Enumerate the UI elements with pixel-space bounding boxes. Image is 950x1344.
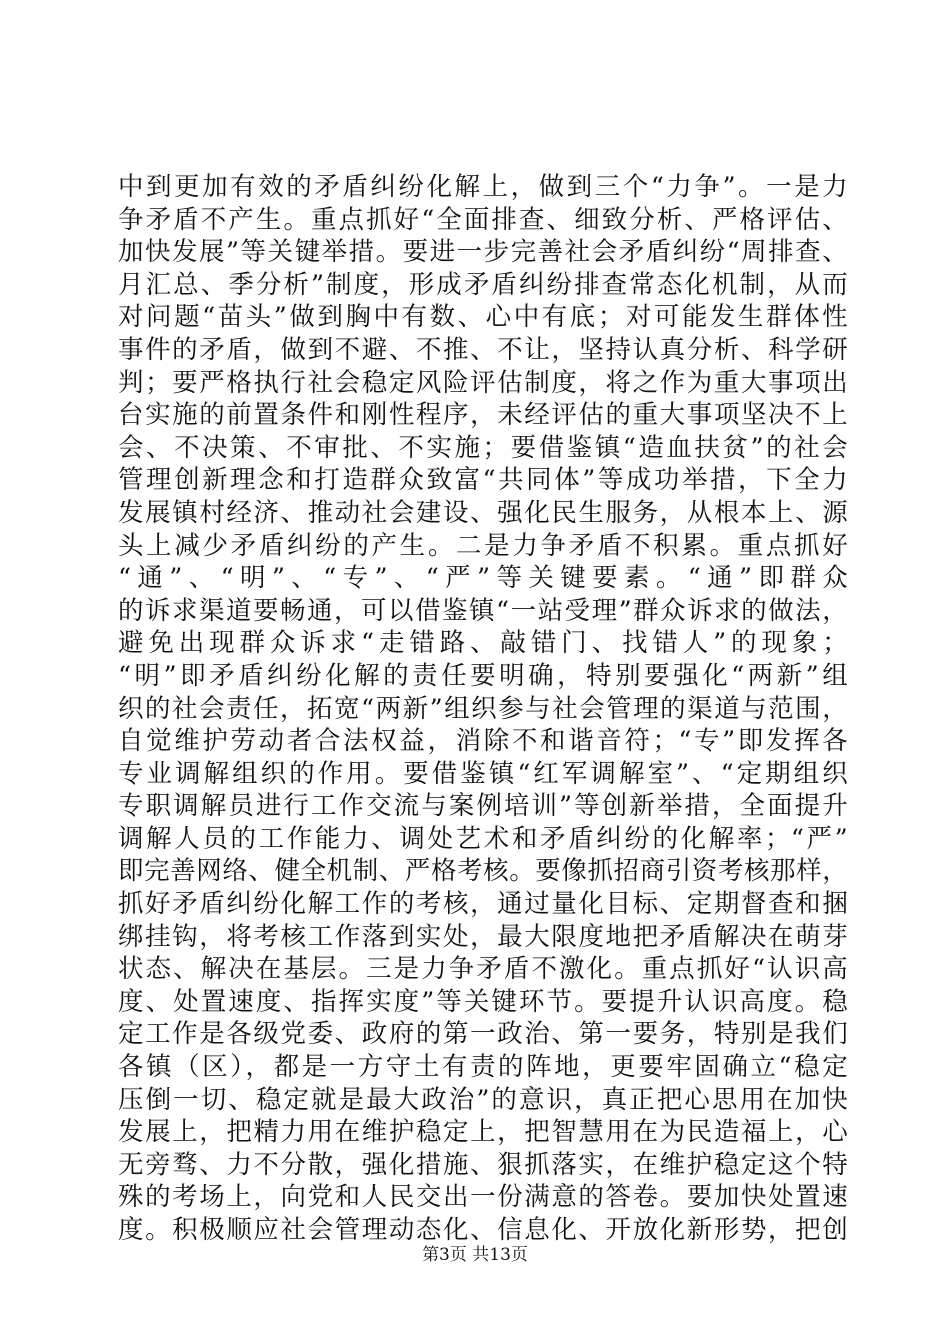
text-line: 头上减少矛盾纠纷的产生。二是力争矛盾不积累。重点抓好 <box>118 530 848 561</box>
text-line: 管理创新理念和打造群众致富“共同体”等成功举措，下全力 <box>118 465 848 496</box>
text-line: 状态、解决在基层。三是力争矛盾不激化。重点抓好“认识高 <box>118 954 848 985</box>
text-line: 即完善网络、健全机制、严格考核。要像抓招商引资考核那样， <box>118 856 848 887</box>
text-line: 度、处置速度、指挥实度”等关键环节。要提升认识高度。稳 <box>118 986 848 1017</box>
text-line: “明”即矛盾纠纷化解的责任要明确，特别要强化“两新”组 <box>118 660 848 691</box>
text-line: 无旁骛、力不分散，强化措施、狠抓落实，在维护稳定这个特 <box>118 1149 848 1180</box>
text-line: 抓好矛盾纠纷化解工作的考核，通过量化目标、定期督查和捆 <box>118 889 848 920</box>
text-line: 加快发展”等关键举措。要进一步完善社会矛盾纠纷“周排查、 <box>118 237 848 268</box>
text-line: 发展上，把精力用在维护稳定上，把智慧用在为民造福上，心 <box>118 1117 848 1148</box>
text-line: 定工作是各级党委、政府的第一政治、第一要务，特别是我们 <box>118 1019 848 1050</box>
text-line: 绑挂钩，将考核工作落到实处，最大限度地把矛盾解决在萌芽 <box>118 921 848 952</box>
text-line: 避免出现群众诉求“走错路、敲错门、找错人”的现象； <box>118 628 848 659</box>
text-line: 自觉维护劳动者合法权益，消除不和谐音符；“专”即发挥各 <box>118 726 848 757</box>
body-text <box>118 171 848 1247</box>
text-line: 织的社会责任，拓宽“两新”组织参与社会管理的渠道与范围， <box>118 693 848 724</box>
text-line: 度。积极顺应社会管理动态化、信息化、开放化新形势，把创 <box>118 1215 848 1245</box>
text-line: 争矛盾不产生。重点抓好“全面排查、细致分析、严格评估、 <box>118 204 848 235</box>
text-line: 会、不决策、不审批、不实施；要借鉴镇“造血扶贫”的社会 <box>118 432 848 463</box>
text-line: 各镇（区），都是一方守土有责的阵地，更要牢固确立“稳定 <box>118 1052 848 1083</box>
text-line: 中到更加有效的矛盾纠纷化解上，做到三个“力争”。一是力 <box>118 172 848 202</box>
text-line: 殊的考场上，向党和人民交出一份满意的答卷。要加快处置速 <box>118 1182 848 1213</box>
text-line: 调解人员的工作能力、调处艺术和矛盾纠纷的化解率；“严” <box>118 823 848 854</box>
text-line: 专业调解组织的作用。要借鉴镇“红军调解室”、“定期组织 <box>118 758 848 789</box>
text-line: 的诉求渠道要畅通，可以借鉴镇“一站受理”群众诉求的做法， <box>118 595 848 626</box>
text-line: 判；要严格执行社会稳定风险评估制度，将之作为重大事项出 <box>118 367 848 398</box>
text-line: “通”、“明”、“专”、“严”等关键要素。“通”即群众 <box>118 563 848 594</box>
text-line: 发展镇村经济、推动社会建设、强化民生服务，从根本上、源 <box>118 497 848 528</box>
text-line: 对问题“苗头”做到胸中有数、心中有底；对可能发生群体性 <box>118 302 848 333</box>
page-footer: 第3页 共13页 <box>422 1245 528 1265</box>
text-line: 台实施的前置条件和刚性程序，未经评估的重大事项坚决不上 <box>118 400 848 431</box>
text-line: 专职调解员进行工作交流与案例培训”等创新举措，全面提升 <box>118 791 848 822</box>
text-line: 事件的矛盾，做到不避、不推、不让，坚持认真分析、科学研 <box>118 334 848 365</box>
text-line: 月汇总、季分析”制度，形成矛盾纠纷排查常态化机制，从而 <box>118 269 848 300</box>
text-line: 压倒一切、稳定就是最大政治”的意识，真正把心思用在加快 <box>118 1084 848 1115</box>
